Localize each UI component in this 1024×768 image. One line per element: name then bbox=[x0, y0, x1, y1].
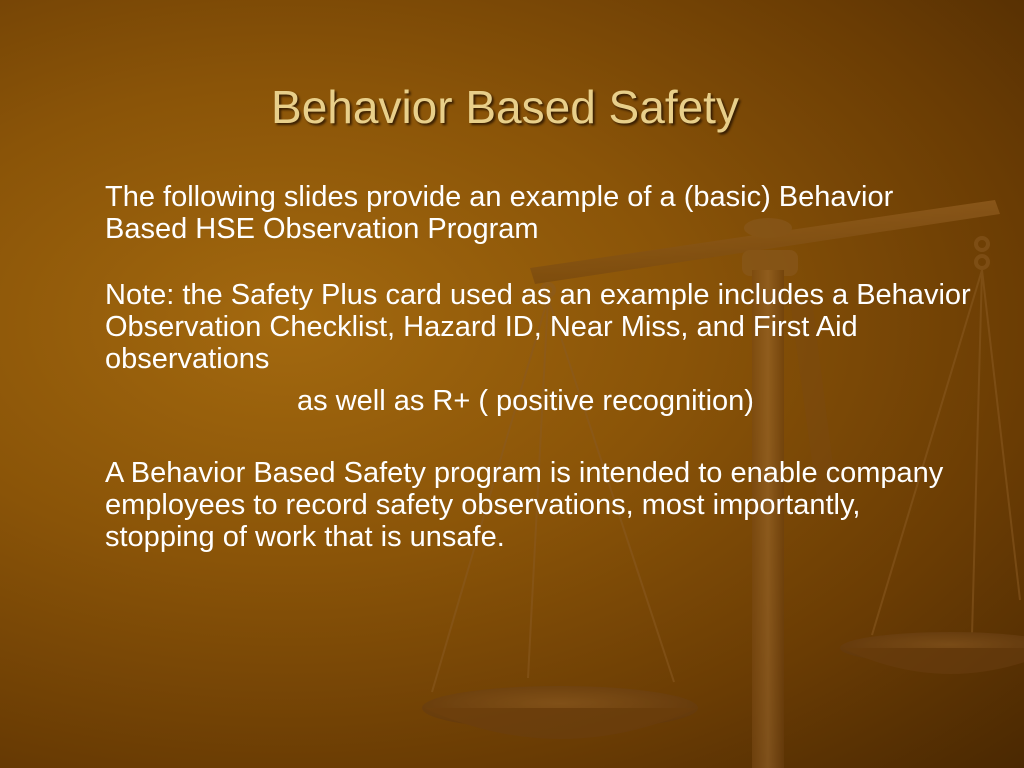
paragraph-purpose: A Behavior Based Safety program is intended to enable company employees to record safety observations, most importantly, stopping of work that is unsafe. bbox=[105, 457, 944, 553]
paragraph-note: Note: the Safety Plus card used as an example includes a Behavior Observation Checklist, Hazard ID, Near Miss, and First Aid observations bbox=[105, 279, 971, 375]
slide-body bbox=[105, 181, 975, 553]
slide-title: Behavior Based Safety bbox=[271, 81, 739, 133]
paragraph-recognition: as well as R+ ( positive recognition) bbox=[297, 385, 754, 417]
paragraph-intro: The following slides provide an example of a (basic) Behavior Based HSE Observation Program bbox=[105, 181, 894, 245]
